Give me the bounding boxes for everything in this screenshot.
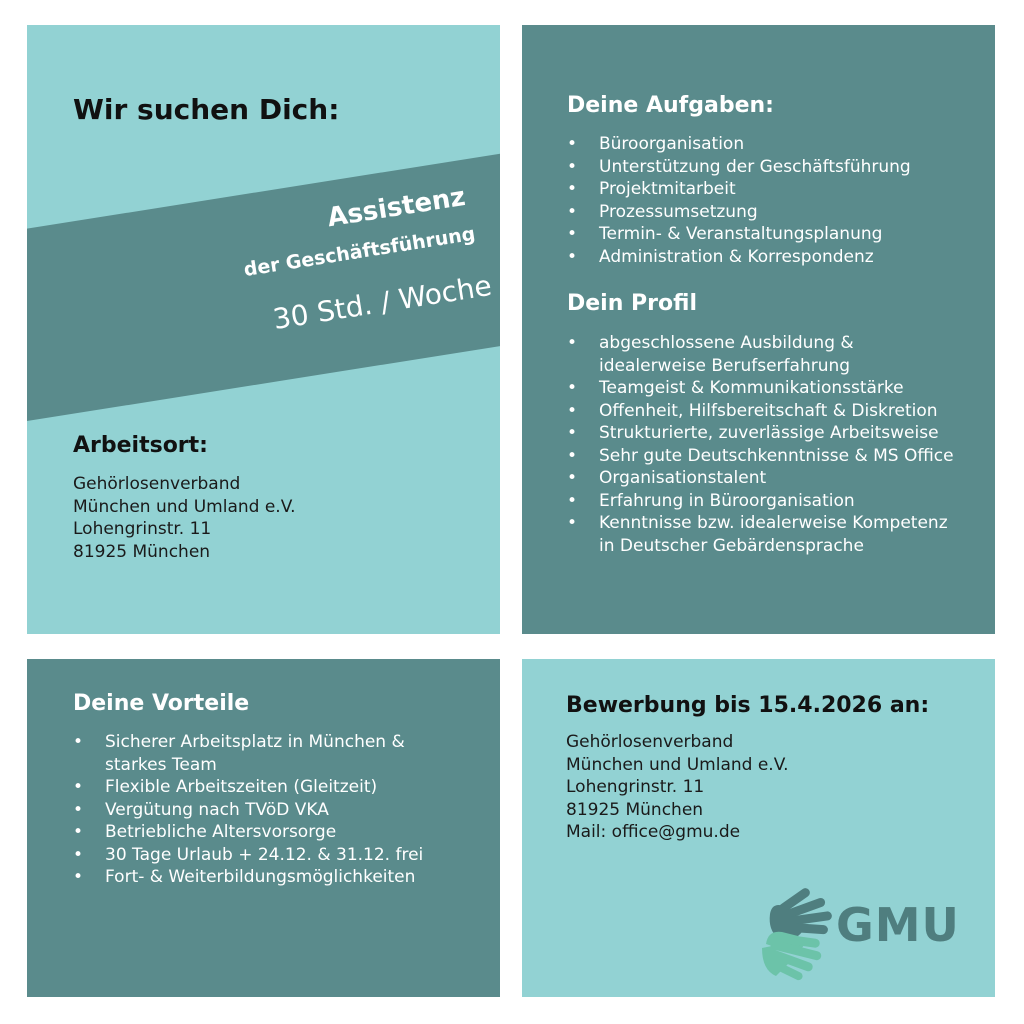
- list-item: • Teamgeist & Kommunikationsstärke: [567, 377, 954, 400]
- list-item: • Sehr gute Deutschkenntnisse & MS Office: [567, 445, 954, 468]
- address-line: Gehörlosenverband: [73, 474, 241, 494]
- list-item: • Unterstützung der Geschäftsführung: [567, 156, 911, 179]
- vorteile-heading: Deine Vorteile: [73, 691, 250, 716]
- list-item: • Offenheit, Hilfsbereitschaft & Diskretion: [567, 400, 954, 423]
- sign-language-hands-icon: [762, 884, 842, 984]
- list-item: • Erfahrung in Büroorganisation: [567, 490, 954, 513]
- aufgaben-list: [567, 133, 911, 268]
- list-item: • Betriebliche Altersvorsorge: [73, 821, 423, 844]
- job-title-banner: [27, 152, 500, 427]
- bewerbung-heading: Bewerbung bis 15.4.2026 an:: [566, 693, 930, 718]
- banner-hours: 30 Std. / Woche: [270, 268, 494, 337]
- profil-list: [567, 332, 954, 557]
- vorteile-list: [73, 731, 423, 889]
- arbeitsort-address: [73, 473, 296, 563]
- bewerbung-address: [566, 731, 789, 844]
- list-item: • Projektmitarbeit: [567, 178, 911, 201]
- application-panel: [522, 659, 995, 997]
- aufgaben-heading: Deine Aufgaben:: [567, 93, 774, 118]
- list-item: • 30 Tage Urlaub + 24.12. & 31.12. frei: [73, 844, 423, 867]
- list-item: • Prozessumsetzung: [567, 201, 911, 224]
- address-line: München und Umland e.V.: [73, 496, 296, 517]
- list-item: • Termin- & Veranstaltungsplanung: [567, 223, 911, 246]
- intro-panel: [27, 25, 500, 634]
- address-line: Gehörlosenverband: [566, 732, 734, 752]
- address-line: 81925 München: [73, 541, 211, 562]
- list-item: • Sicherer Arbeitsplatz in München & starkes Team: [73, 731, 423, 776]
- list-item: • Vergütung nach TVöD VKA: [73, 799, 423, 822]
- list-item: • Flexible Arbeitszeiten (Gleitzeit): [73, 776, 423, 799]
- banner-title: Assistenz: [325, 181, 468, 234]
- list-item: • Büroorganisation: [567, 133, 911, 156]
- list-item: • Strukturierte, zuverlässige Arbeitsweise: [567, 422, 954, 445]
- benefits-panel: [27, 659, 500, 997]
- intro-heading: Wir suchen Dich:: [73, 93, 340, 126]
- banner-subtitle: der Geschäftsführung: [242, 222, 477, 282]
- list-item: • Organisationstalent: [567, 467, 954, 490]
- list-item: • Administration & Korrespondenz: [567, 246, 911, 269]
- address-line: München und Umland e.V.: [566, 754, 789, 775]
- logo-text: GMU: [836, 898, 960, 952]
- list-item: • Kenntnisse bzw. idealerweise Kompetenz in Deutscher Gebärdensprache: [567, 512, 954, 557]
- gmu-logo: [762, 884, 962, 984]
- tasks-profile-panel: [522, 25, 995, 634]
- profil-heading: Dein Profil: [567, 291, 697, 316]
- arbeitsort-heading: Arbeitsort:: [73, 433, 208, 458]
- list-item: • abgeschlossene Ausbildung & idealerweise Berufserfahrung: [567, 332, 954, 377]
- email-line: Mail: office@gmu.de: [566, 822, 741, 842]
- address-line: Lohengrinstr. 11: [566, 777, 705, 797]
- list-item: • Fort- & Weiterbildungsmöglichkeiten: [73, 866, 423, 889]
- address-line: 81925 München: [566, 799, 704, 820]
- address-line: Lohengrinstr. 11: [73, 519, 212, 539]
